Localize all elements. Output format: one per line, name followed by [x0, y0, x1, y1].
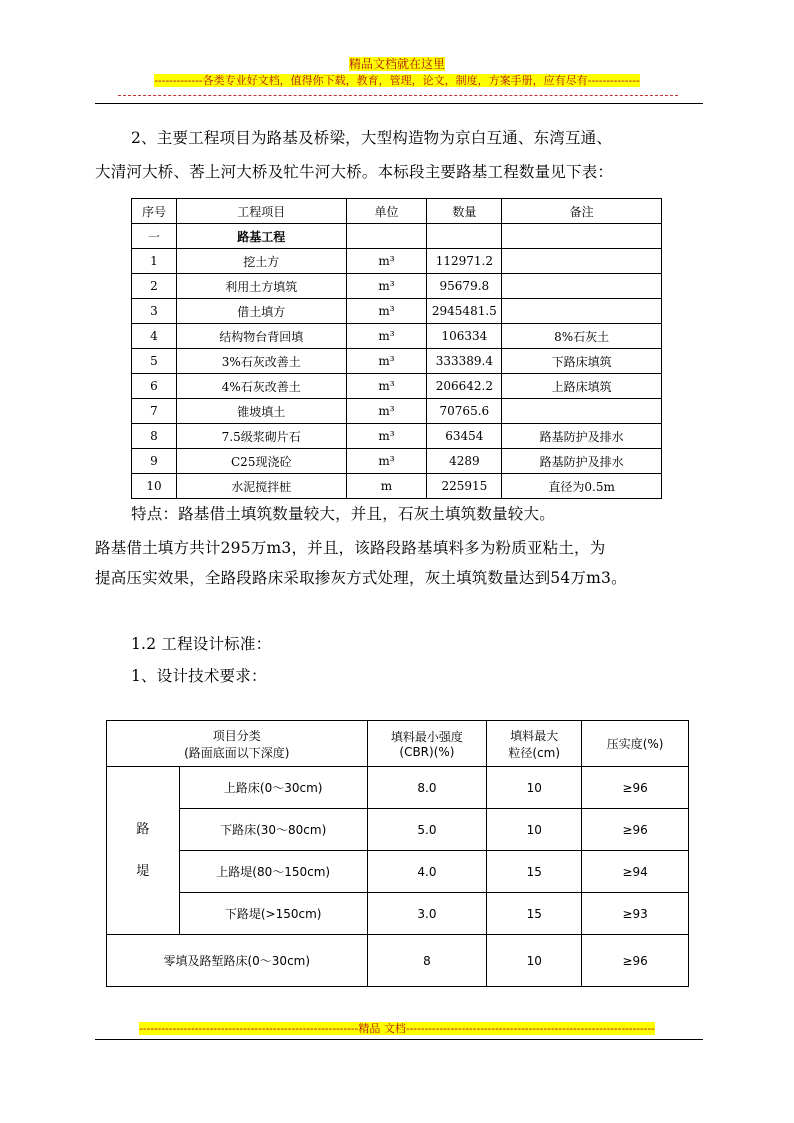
intro-line-1: 2、主要工程项目为路基及桥梁，大型构造物为京白互通、东湾互通、: [131, 129, 613, 147]
cell-qty: 333389.4: [427, 349, 502, 374]
header-cbr-sub: (CBR)(%): [399, 745, 455, 759]
intro-line-2: 大清河大桥、莕上河大桥及牤牛河大桥。本标段主要路基工程数量见下表：: [95, 163, 614, 181]
table-row: [107, 935, 689, 987]
cell-name: 上路堤(80～150cm): [179, 851, 367, 893]
cell-name: 下路堤(>150cm): [179, 893, 367, 935]
group-label-embankment: [107, 767, 180, 935]
cell-unit: m: [346, 474, 427, 499]
header-title: 精品文档就在这里: [348, 57, 445, 71]
table-row: [107, 851, 689, 893]
table-row: [107, 809, 689, 851]
note-line-2: 提高压实效果，全路段路床采取掺灰方式处理，灰土填筑数量达到54万m3。: [95, 569, 627, 587]
cell-qty: 225915: [427, 474, 502, 499]
cell-qty: 2945481.5: [427, 299, 502, 324]
col-header-item: [107, 721, 368, 767]
cell-remark: 下路床填筑: [502, 349, 662, 374]
cell-remark: 直径为0.5m: [502, 474, 662, 499]
table-header-row: [132, 199, 662, 224]
cell-no: 7: [132, 399, 177, 424]
table-header-row: [107, 721, 689, 767]
table-row: [132, 224, 662, 249]
cell-compaction: ≥93: [582, 893, 689, 935]
table-row: [132, 374, 662, 399]
footer-rule: [95, 1039, 703, 1040]
group-label-char-2: 堤: [136, 863, 150, 879]
group-label-char-1: 路: [136, 821, 150, 837]
earthwork-quantity-table: [131, 198, 662, 499]
cell-unit: m³: [346, 274, 427, 299]
cell-size: 10: [487, 767, 582, 809]
table-row: [107, 893, 689, 935]
cell-no: 6: [132, 374, 177, 399]
cell-no: 4: [132, 324, 177, 349]
cell-item: 3%石灰改善土: [176, 349, 346, 374]
cell-unit: m³: [346, 249, 427, 274]
cell-item: 利用土方填筑: [176, 274, 346, 299]
cell-no: 10: [132, 474, 177, 499]
cell-qty: 206642.2: [427, 374, 502, 399]
table-row: [107, 767, 689, 809]
cell-qty: 63454: [427, 424, 502, 449]
table-row: [132, 399, 662, 424]
feature-note: 特点：路基借土填筑数量较大，并且，石灰土填筑数量较大。: [131, 505, 555, 523]
cell-no: 9: [132, 449, 177, 474]
cell-item: 挖土方: [176, 249, 346, 274]
cell-no: 5: [132, 349, 177, 374]
cell-no: 8: [132, 424, 177, 449]
cell-unit: m³: [346, 424, 427, 449]
col-header-qty: 数量: [427, 199, 502, 224]
cell-name: 上路床(0～30cm): [179, 767, 367, 809]
cell-qty: 70765.6: [427, 399, 502, 424]
col-header-unit: 单位: [346, 199, 427, 224]
table-row: [132, 249, 662, 274]
header-tagline: -------------各类专业好文档，值得你下载，教育，管理，论文，制度，方案手册，应有尽有--------------: [154, 74, 640, 87]
table-row: [132, 324, 662, 349]
cell-cbr: 4.0: [367, 851, 487, 893]
table-row: [132, 424, 662, 449]
cell-unit: m³: [346, 449, 427, 474]
cell-cbr: 5.0: [367, 809, 487, 851]
cell-qty: 112971.2: [427, 249, 502, 274]
cell-no: 3: [132, 299, 177, 324]
cell-name: 零填及路堑路床(0～30cm): [107, 935, 368, 987]
header-cbr-label: 填料最小强度: [390, 730, 463, 744]
cell-compaction: ≥96: [582, 767, 689, 809]
cell-item: 水泥搅拌桩: [176, 474, 346, 499]
col-header-size: [487, 721, 582, 767]
cell-compaction: ≥96: [582, 935, 689, 987]
cell-item: 借土填方: [176, 299, 346, 324]
cell-remark: [502, 399, 662, 424]
col-header-remark: 备注: [502, 199, 662, 224]
col-header-cbr: [367, 721, 487, 767]
cell-size: 10: [487, 809, 582, 851]
col-header-compaction: 压实度(%): [582, 721, 689, 767]
cell-remark: 路基防护及排水: [502, 449, 662, 474]
table-row: [132, 299, 662, 324]
header-size-label: 填料最大: [510, 728, 559, 743]
cell-size: 15: [487, 893, 582, 935]
cell-no: 2: [132, 274, 177, 299]
cell-size: 15: [487, 851, 582, 893]
cell-item: 4%石灰改善土: [176, 374, 346, 399]
cell-cbr: 8.0: [367, 767, 487, 809]
header-size-sub: 粒径(cm): [508, 745, 561, 760]
cell-remark: [502, 224, 662, 249]
cell-unit: m³: [346, 399, 427, 424]
cell-name: 下路床(30～80cm): [179, 809, 367, 851]
cell-unit: [346, 224, 427, 249]
cell-unit: m³: [346, 324, 427, 349]
cell-item: 7.5级浆砌片石: [176, 424, 346, 449]
header-item-sub: (路面底面以下深度): [184, 745, 290, 760]
col-header-no: 序号: [132, 199, 177, 224]
cell-qty: 4289: [427, 449, 502, 474]
header-rule: [95, 103, 703, 104]
cell-size: 10: [487, 935, 582, 987]
cell-no: 1: [132, 249, 177, 274]
col-header-item: 工程项目: [176, 199, 346, 224]
section-subheading: 1、设计技术要求：: [131, 667, 267, 685]
cell-remark: [502, 299, 662, 324]
cell-remark: 上路床填筑: [502, 374, 662, 399]
cell-item: 锥坡填土: [176, 399, 346, 424]
section-heading: 1.2 工程设计标准：: [131, 635, 272, 653]
cell-remark: 路基防护及排水: [502, 424, 662, 449]
footer-text: -----------------------------------------------------------精品 文档-------------------------------------------------------------------: [139, 1022, 655, 1035]
cell-remark: [502, 274, 662, 299]
header-item-label: 项目分类: [212, 728, 261, 743]
cell-cbr: 8: [367, 935, 487, 987]
header-dashed-rule: [118, 95, 678, 96]
cell-item: C25现浇砼: [176, 449, 346, 474]
cell-item: 结构物台背回填: [176, 324, 346, 349]
design-requirements-table: [106, 720, 689, 987]
cell-qty: 95679.8: [427, 274, 502, 299]
table-row: [132, 449, 662, 474]
cell-compaction: ≥94: [582, 851, 689, 893]
cell-remark: 8%石灰土: [502, 324, 662, 349]
table-row: [132, 274, 662, 299]
cell-unit: m³: [346, 349, 427, 374]
table-row: [132, 474, 662, 499]
cell-unit: m³: [346, 374, 427, 399]
cell-no: 一: [132, 224, 177, 249]
cell-unit: m³: [346, 299, 427, 324]
cell-compaction: ≥96: [582, 809, 689, 851]
cell-item: 路基工程: [176, 224, 346, 249]
cell-cbr: 3.0: [367, 893, 487, 935]
cell-remark: [502, 249, 662, 274]
cell-qty: 106334: [427, 324, 502, 349]
table-row: [132, 349, 662, 374]
note-line-1: 路基借土填方共计295万m3，并且，该路段路基填料多为粉质亚粘土，为: [95, 539, 606, 557]
cell-qty: [427, 224, 502, 249]
